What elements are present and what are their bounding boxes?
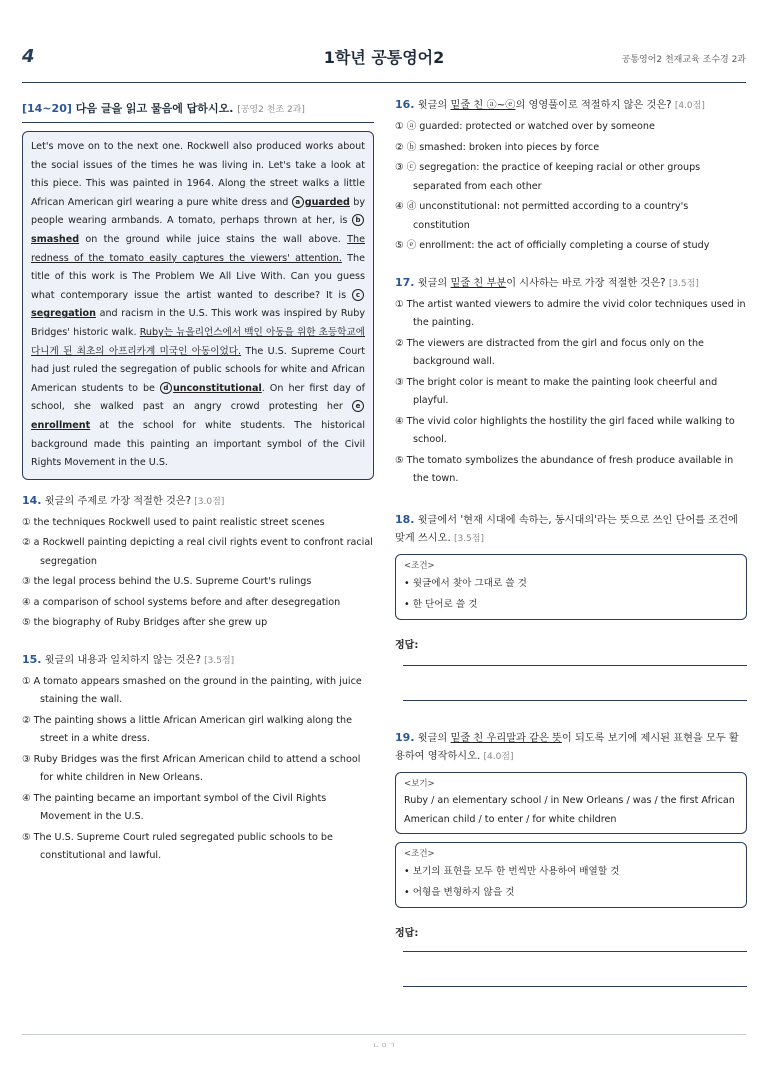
condition-item: • 보기의 표현을 모두 한 번씩만 사용하여 배열할 것 [404,865,620,877]
word-b: smashed [31,233,80,245]
answer-line[interactable] [403,665,747,666]
answer-line[interactable] [403,986,747,987]
footer-mark: ㄴㅇㄱ [372,1041,396,1050]
passage-text: . On her first day of school, she walked past an angry crowd protesting her [31,382,365,413]
section-range: [14~20] [22,102,72,115]
question-title [395,511,747,548]
underlined-sentence: The redness of the tomato easily captures the viewers' attention. [31,233,365,264]
page-header [22,40,746,76]
question-points: [3.5점] [668,278,699,289]
option-5: ⑤ ⓔ enrollment: the act of officially completing a course of study [395,240,710,251]
question-text: 이 되도록 보기에 제시된 표현을 모두 활용하여 영작하시오. [395,732,739,762]
question-title [395,274,747,293]
option-2: ② The viewers are distracted from the girl and focus only on the background wall. [395,337,704,367]
left-column [22,100,374,868]
option-5: ⑤ The tomato symbolizes the abundance of fresh produce available in the town. [395,454,734,484]
word-a: guarded [304,196,350,208]
question-text: 윗글의 [417,100,451,111]
question-points: [4.0점] [483,751,514,762]
footer-divider [22,1034,746,1035]
option-1: ① A tomato appears smashed on the ground in the painting, with juice staining the wall. [22,675,362,706]
word-d: unconstitutional [172,382,262,394]
bogi-label: <보기> [404,778,435,789]
page-title: 1학년 공통영어2 [323,48,445,67]
passage-text: on the ground while juice stains the wall above. [79,233,348,245]
question-19 [395,729,747,987]
condition-label: <조건> [404,560,435,571]
answer-line[interactable] [403,700,747,701]
section-source: [공영2 천조 2과] [237,105,305,115]
question-points: [4.0점] [674,101,705,111]
option-3: ③ Ruby Bridges was the first African American child to attend a school for white children in New Orleans. [22,753,361,784]
reading-passage [22,131,374,480]
page-number: 4 [22,46,35,67]
question-number: 16. [395,98,415,111]
condition-item: • 어형을 변형하지 않을 것 [404,886,515,898]
option-1: ① The artist wanted viewers to admire the vivid color techniques used in the painting. [395,298,746,328]
question-text: 윗글의 내용과 일치하지 않는 것은? [44,654,201,666]
question-title [395,729,747,766]
passage-text: The U.S. Supreme Court had just ruled the segregation of public schools for white and African American students to be [31,345,365,394]
bogi-text: Ruby / an elementary school / in New Orleans / was / the first African American child / to enter / for white children [404,794,735,825]
question-14 [22,492,374,633]
right-column [395,96,747,987]
question-text: 윗글에서 '현재 시대에 속하는, 동시대의'라는 뜻으로 쓰인 단어를 조건에 맞게 쓰시오. [395,514,738,544]
option-3: ③ the legal process behind the U.S. Supreme Court's rulings [22,576,312,588]
answer-label: 정답: [395,927,419,939]
question-18 [395,511,747,701]
question-points: [3.0점] [194,496,225,507]
question-text: 윗글의 주제로 가장 적절한 것은? [44,495,192,507]
option-5: ⑤ The U.S. Supreme Court ruled segregated public schools to be constitutional and lawful. [22,831,333,862]
question-text: 윗글의 [417,732,451,744]
question-16 [395,96,747,256]
question-text: 윗글의 [417,277,451,289]
marker-b: b [352,214,364,226]
question-number: 17. [395,275,415,289]
option-2: ② a Rockwell painting depicting a real civil rights event to confront racial segregation [22,537,373,567]
condition-label: <조건> [404,848,435,859]
question-15 [22,651,374,866]
option-3: ③ ⓒ segregation: the practice of keeping racial or other groups separated from each other [395,162,701,192]
option-3: ③ The bright color is meant to make the painting look cheerful and playful. [395,376,718,406]
option-2: ② The painting shows a little African American girl walking along the street in a white dress. [22,714,352,745]
marker-e: e [352,400,364,412]
section-instruction-text: 다음 글을 읽고 물음에 답하시오. [75,102,234,115]
word-c: segregation [31,308,96,320]
condition-box [395,842,747,908]
marker-c: c [352,289,364,301]
passage-text: Let's move on to the next one. Rockwell also produced works about the social issues of the times he was living in. Let's take a look at this piece. This was painted in 1964. Along the street walks a little African American girl wearing a pure white dress and [31,141,365,208]
header-divider [22,82,746,83]
option-4: ④ a comparison of school systems before and after desegregation [22,596,341,608]
question-number: 19. [395,730,415,744]
question-points: [3.5점] [204,655,235,666]
question-title [22,492,374,511]
question-17 [395,274,747,489]
option-4: ④ The painting became an important symbol of the Civil Rights Movement in the U.S. [22,792,327,823]
underlined-korean: Ruby는 뉴올리언스에서 백인 아동을 위한 초등학교에 다니게 된 최초의 아프리카계 미국인 아동이었다. [31,326,365,357]
answer-label: 정답: [395,639,419,651]
question-text-underlined: 밑줄 친 우리말과 같은 뜻 [450,732,562,744]
question-number: 14. [22,493,42,507]
marker-a: a [292,196,304,208]
option-4: ④ ⓓ unconstitutional: not permitted according to a country's constitution [395,201,689,231]
passage-text: The title of this work is The Problem We All Live With. Can you guess what contemporary issue the artist wanted to describe? It is [31,252,365,301]
question-points: [3.5점] [453,533,484,544]
question-title [22,651,374,670]
option-1: ① ⓐ guarded: protected or watched over by someone [395,121,655,132]
bogi-box [395,772,747,834]
word-e: enrollment [31,419,91,431]
option-2: ② ⓑ smashed: broken into pieces by force [395,141,600,153]
question-text: 이 시사하는 바로 가장 적절한 것은? [506,277,666,289]
page-subinfo: 공통영어2 천재교육 조수경 2과 [621,55,746,65]
passage-text: and racism in the U.S. This work was inspired by Ruby Bridges' historic walk. [31,308,365,338]
question-number: 15. [22,652,42,666]
condition-item: • 윗글에서 찾아 그대로 쓸 것 [404,577,527,589]
question-number: 18. [395,512,415,526]
question-text: 의 영영풀이로 적절하지 않은 것은? [515,100,672,111]
option-1: ① the techniques Rockwell used to paint realistic street scenes [22,516,325,528]
passage-text: by people wearing armbands. A tomato, perhaps thrown at her, is [31,196,365,227]
option-4: ④ The vivid color highlights the hostility the girl faced while walking to school. [395,415,735,445]
answer-line[interactable] [403,951,747,952]
condition-item: • 한 단어로 쓸 것 [404,598,478,610]
section-divider [22,122,374,123]
option-5: ⑤ the biography of Ruby Bridges after she grew up [22,617,268,629]
passage-text: at the school for white students. The historical background made this painting an important symbol of the Civil Rights Movement in the U.S. [31,419,365,469]
question-text-underlined: 밑줄 친 ⓐ~ⓔ [450,100,516,111]
question-text-underlined: 밑줄 친 부분 [450,277,507,289]
marker-d: d [160,382,172,394]
section-instruction [22,100,374,122]
condition-box [395,554,747,620]
question-title [395,96,747,115]
